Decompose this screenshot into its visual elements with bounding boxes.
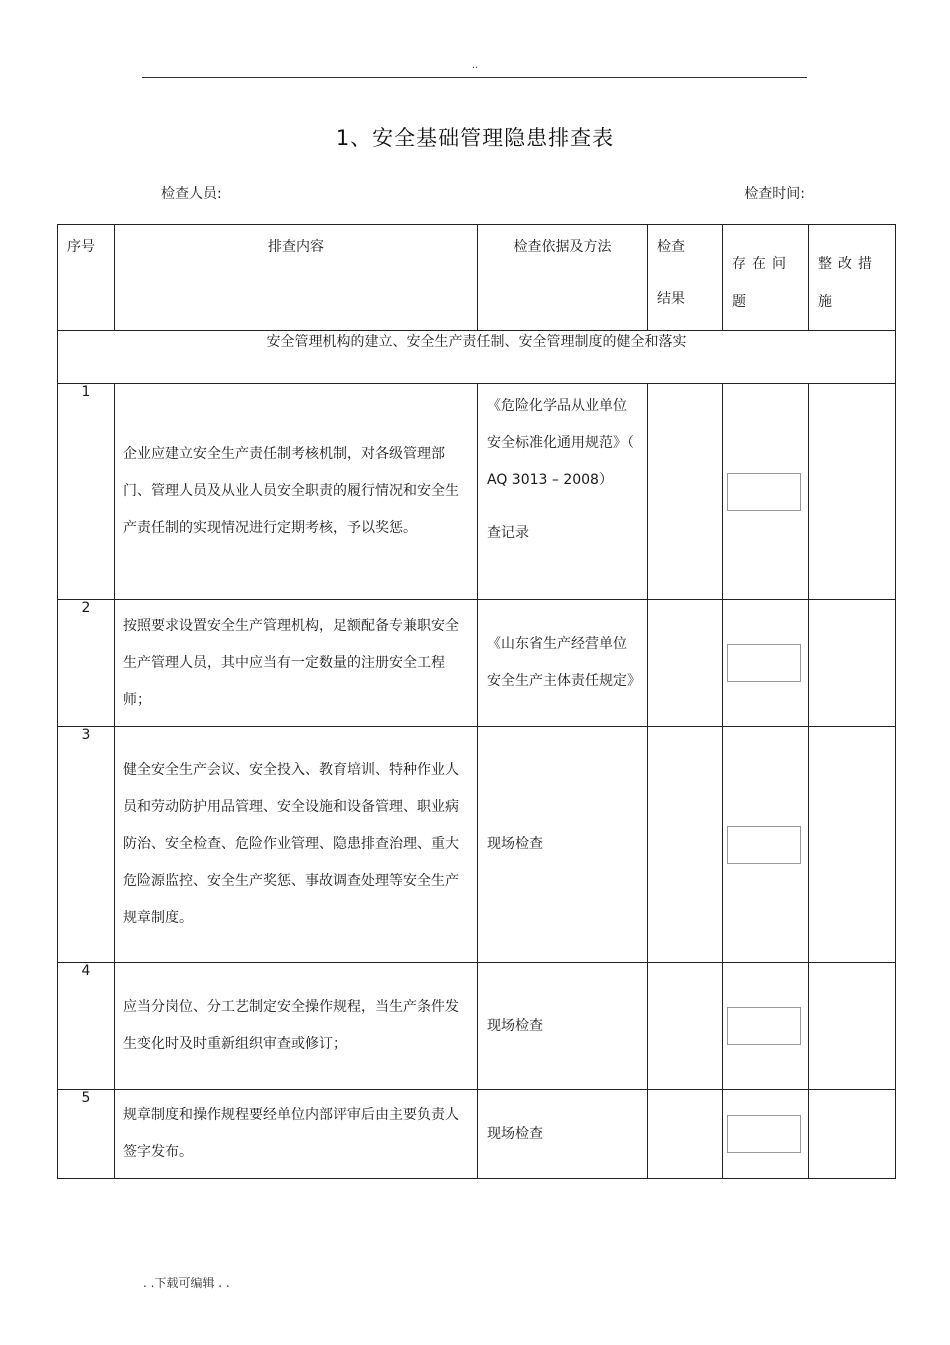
row-seq: 2 [58,600,115,727]
row-result-cell[interactable] [648,384,723,600]
inspector-label: 检查人员: [161,186,222,202]
table-row [58,384,896,600]
issue-input-box[interactable] [727,1007,801,1045]
row-result-cell[interactable] [648,1090,723,1179]
issue-input-box[interactable] [727,644,801,682]
row-basis: 现场检查 [478,727,648,963]
row-content: 企业应建立安全生产责任制考核机制，对各级管理部门、管理人员及从业人员安全职责的履行情况和安全生产责任制的实现情况进行定期考核，予以奖惩。 [115,384,478,600]
issue-input-box[interactable] [727,1115,801,1153]
row-fix-cell[interactable] [809,600,896,727]
header-fix [809,225,896,331]
row-result-cell[interactable] [648,600,723,727]
hazard-check-table [57,224,896,1179]
row-fix-cell[interactable] [809,384,896,600]
row-basis [478,384,648,600]
row-issue-cell[interactable] [723,727,809,963]
row-basis-text: 《危险化学品从业单位安全标准化通用规范》（ AQ 3013 – 2008） [487,398,634,488]
header-result-line2: 结果 [657,291,685,307]
section-row [58,331,896,384]
header-rule [142,77,807,78]
row-basis: 现场检查 [478,1090,648,1179]
row-result-cell[interactable] [648,727,723,963]
header-issue [723,225,809,331]
row-seq: 5 [58,1090,115,1179]
row-content: 规章制度和操作规程要经单位内部评审后由主要负责人签字发布。 [115,1090,478,1179]
table-header-row [58,225,896,331]
section-title: 安全管理机构的建立、安全生产责任制、安全管理制度的健全和落实 [58,331,896,384]
row-content: 健全安全生产会议、安全投入、教育培训、特种作业人员和劳动防护用品管理、安全设施和设备管理、职业病防治、安全检查、危险作业管理、隐患排查治理、重大危险源监控、安全生产奖惩、事故调查处理等安全生产规章制度。 [115,727,478,963]
header-issue-line2: 题 [732,294,752,310]
row-basis-method: 查记录 [487,525,529,541]
row-fix-cell[interactable] [809,1090,896,1179]
document-title: 1、安全基础管理隐患排查表 [335,126,615,150]
header-mark: .. [471,60,479,71]
header-content: 排查内容 [115,225,478,331]
row-seq: 4 [58,963,115,1090]
row-fix-cell[interactable] [809,727,896,963]
row-basis: 《山东省生产经营单位安全生产主体责任规定》 [478,600,648,727]
row-content: 应当分岗位、分工艺制定安全操作规程，当生产条件发生变化时及时重新组织审查或修订； [115,963,478,1090]
header-issue-line1: 存在问 [732,256,792,272]
row-result-cell[interactable] [648,963,723,1090]
table-row [58,1090,896,1179]
header-result-line1: 检查 [657,239,685,255]
header-result [648,225,723,331]
row-issue-cell[interactable] [723,963,809,1090]
table-row [58,600,896,727]
inspection-time-label: 检查时间: [744,186,805,202]
row-issue-cell[interactable] [723,600,809,727]
row-basis: 现场检查 [478,963,648,1090]
table-row [58,727,896,963]
row-issue-cell[interactable] [723,384,809,600]
table-row [58,963,896,1090]
header-seq: 序号 [58,225,115,331]
header-fix-line1: 整改措 [818,256,878,272]
issue-input-box[interactable] [727,826,801,864]
issue-input-box[interactable] [727,473,801,511]
row-seq: 3 [58,727,115,963]
row-fix-cell[interactable] [809,963,896,1090]
footer-note: . .下载可编辑 . . [143,1276,230,1290]
row-content: 按照要求设置安全生产管理机构，足额配备专兼职安全生产管理人员，其中应当有一定数量的注册安全工程师； [115,600,478,727]
row-seq: 1 [58,384,115,600]
row-issue-cell[interactable] [723,1090,809,1179]
header-fix-line2: 施 [818,294,838,310]
header-basis: 检查依据及方法 [478,225,648,331]
